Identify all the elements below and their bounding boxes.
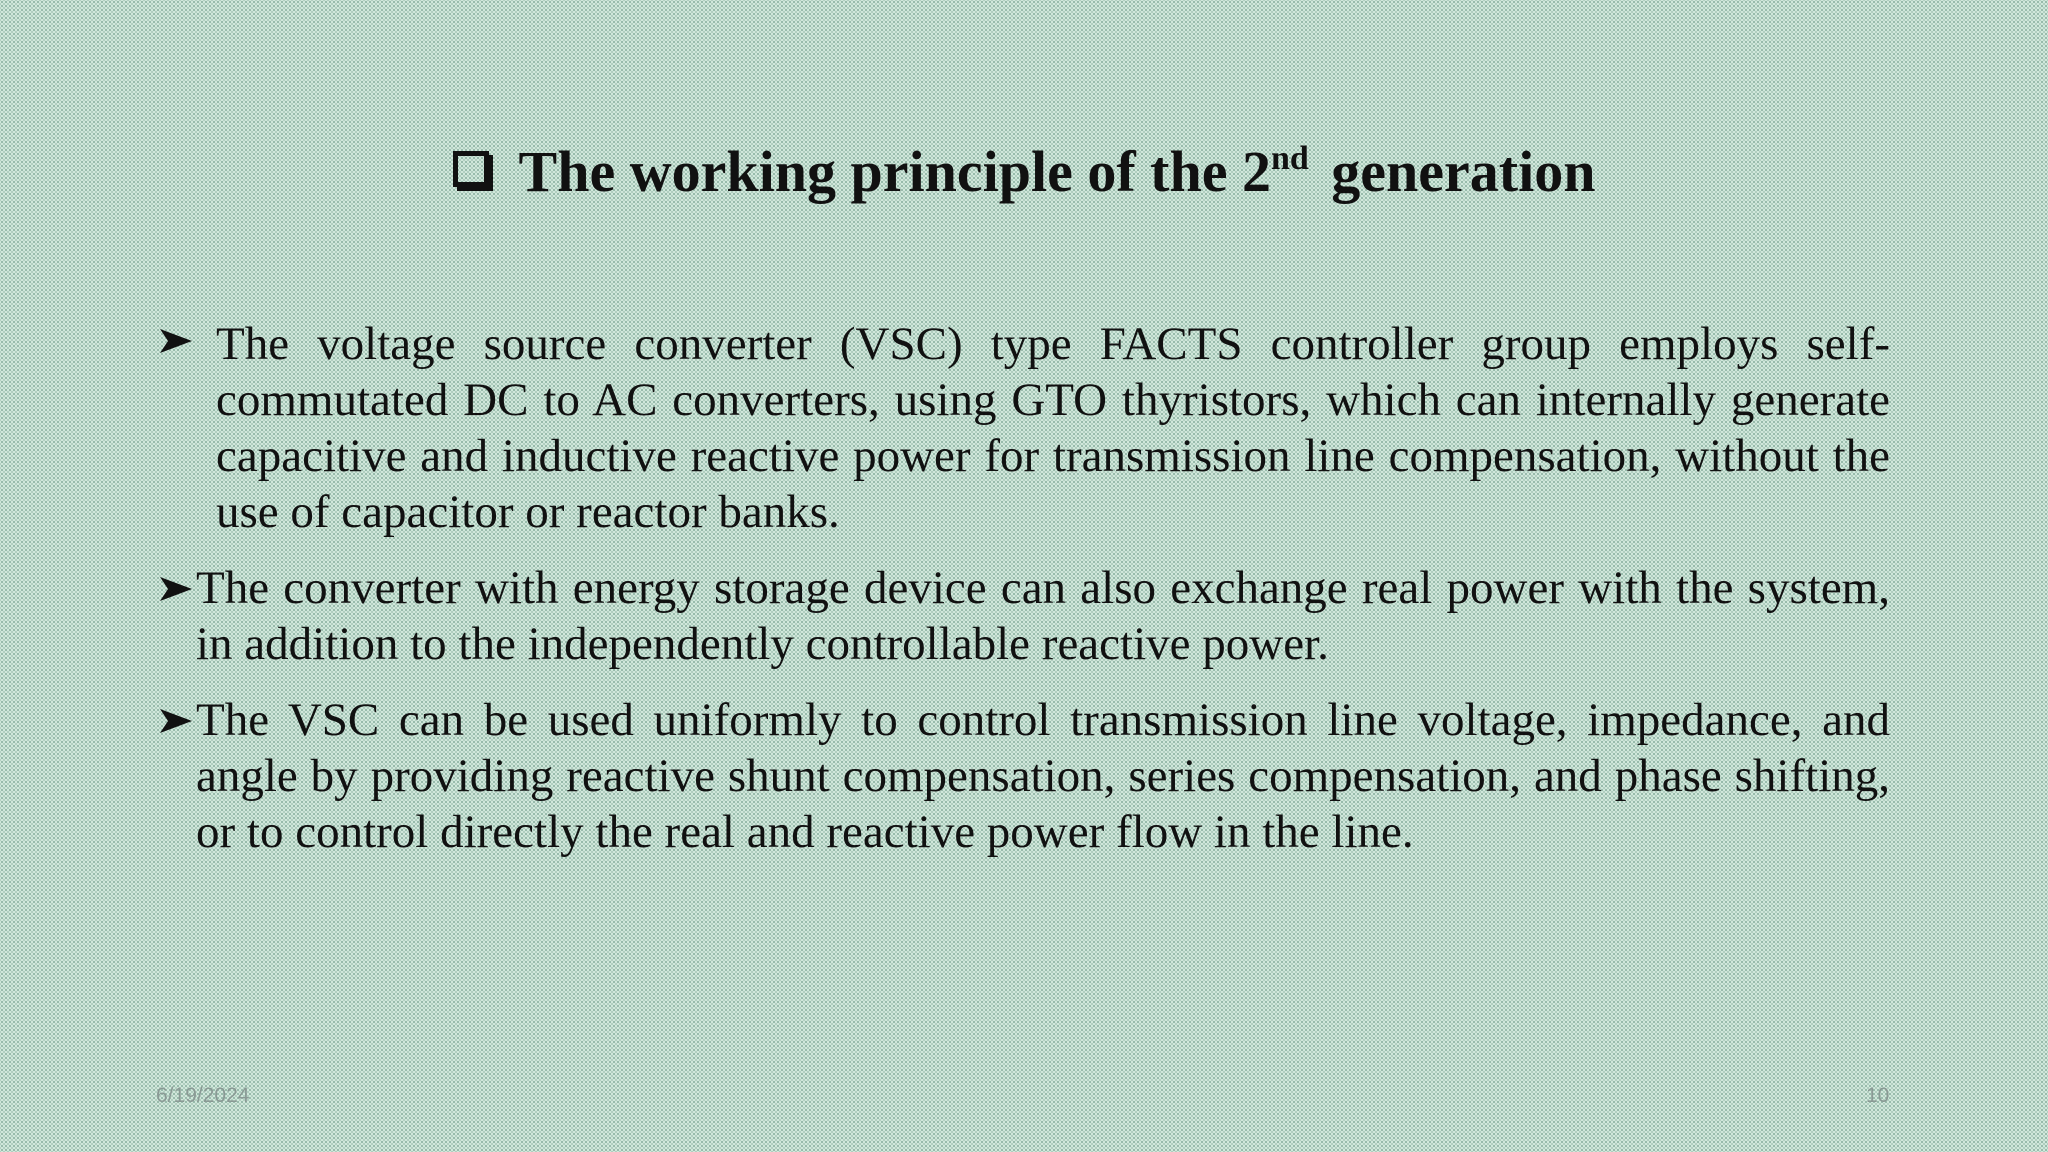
- bullet-text: The converter with energy storage device can also exchange real power with the system, in addition to the independently controllable reactive power.: [196, 562, 1890, 670]
- arrow-icon: [158, 574, 194, 604]
- page-number: 10: [1866, 1084, 1890, 1107]
- arrow-icon: [158, 326, 194, 356]
- footer-date: 6/19/2024: [156, 1084, 250, 1107]
- title-superscript: nd: [1270, 140, 1309, 177]
- bullet-text: The voltage source converter (VSC) type FACTS controller group employs self-commutated DC to AC converters, using GTO thyristors, which can internally generate capacitive and inductive reactive power for transmission line compensation, without the use of capacitor or reactor banks.: [216, 318, 1890, 538]
- title-suffix: generation: [1316, 139, 1596, 204]
- checkbox-icon: [453, 151, 489, 187]
- bullet-item: [158, 692, 1890, 860]
- arrow-icon: [158, 706, 194, 736]
- bullet-list: [158, 316, 1890, 880]
- title-main: The working principle of the 2: [518, 139, 1271, 204]
- bullet-text: The VSC can be used uniformly to control transmission line voltage, impedance, and angle by providing reactive shunt compensation, series compensation, and phase shifting, or to control directly the real and reactive power flow in the line.: [196, 694, 1890, 858]
- bullet-item: [158, 560, 1890, 672]
- slide-title: [0, 140, 2048, 204]
- bullet-item: [158, 316, 1890, 540]
